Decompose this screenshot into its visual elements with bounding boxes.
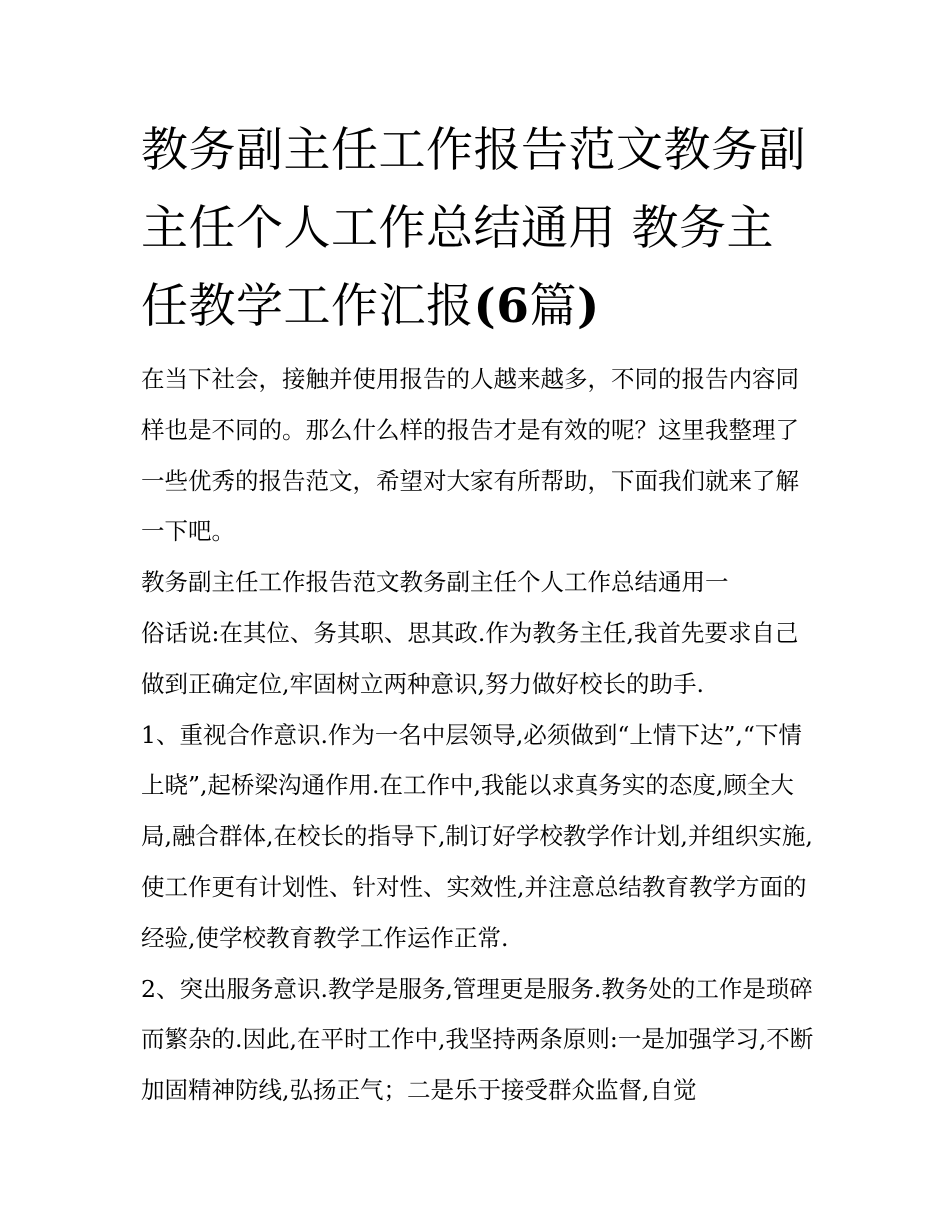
title-unit: 篇 (529, 279, 577, 334)
section-heading: 教务副主任工作报告范文教务副主任个人工作总结通用一 (141, 568, 729, 597)
body-paragraph-2: 1、重视合作意识.作为一名中层领导,必须做到“上情下达”,“下情上晓”,起桥梁沟通作用.在工作中,我能以求真务实的态度,顾全大局,融合群体,在校长的指导下,制订好学校教学作计划,并组织实施,使工作更有计划性、针对性、实效性,并注意总结教育教学方面的经验,使学校教育教学工作运作正常. (141, 720, 813, 952)
document-content (141, 112, 821, 1116)
title-close: ) (576, 279, 600, 334)
intro-paragraph: 在当下社会，接触并使用报告的人越来越多，不同的报告内容同样也是不同的。那么什么样的报告才是有效的呢？这里我整理了一些优秀的报告范文，希望对大家有所帮助，下面我们就来了解一下吧。 (141, 365, 799, 546)
title-count: (6 (473, 279, 530, 334)
body-paragraph-1: 俗话说:在其位、务其职、思其政.作为教务主任,我首先要求自己做到正确定位,牢固树立两种意识,努力做好校长的助手. (141, 618, 799, 698)
document-title (141, 112, 821, 346)
document-body (141, 354, 821, 1116)
title-main: 教务副主任工作报告范文教务副主任个人工作总结通用 教务主任教学工作汇报 (141, 123, 806, 334)
body-paragraph-3: 2、突出服务意识.教学是服务,管理更是服务.教务处的工作是琐碎而繁杂的.因此,在平时工作中,我坚持两条原则:一是加强学习,不断加固精神防线,弘扬正气；二是乐于接受群众监督,自觉 (141, 974, 814, 1105)
